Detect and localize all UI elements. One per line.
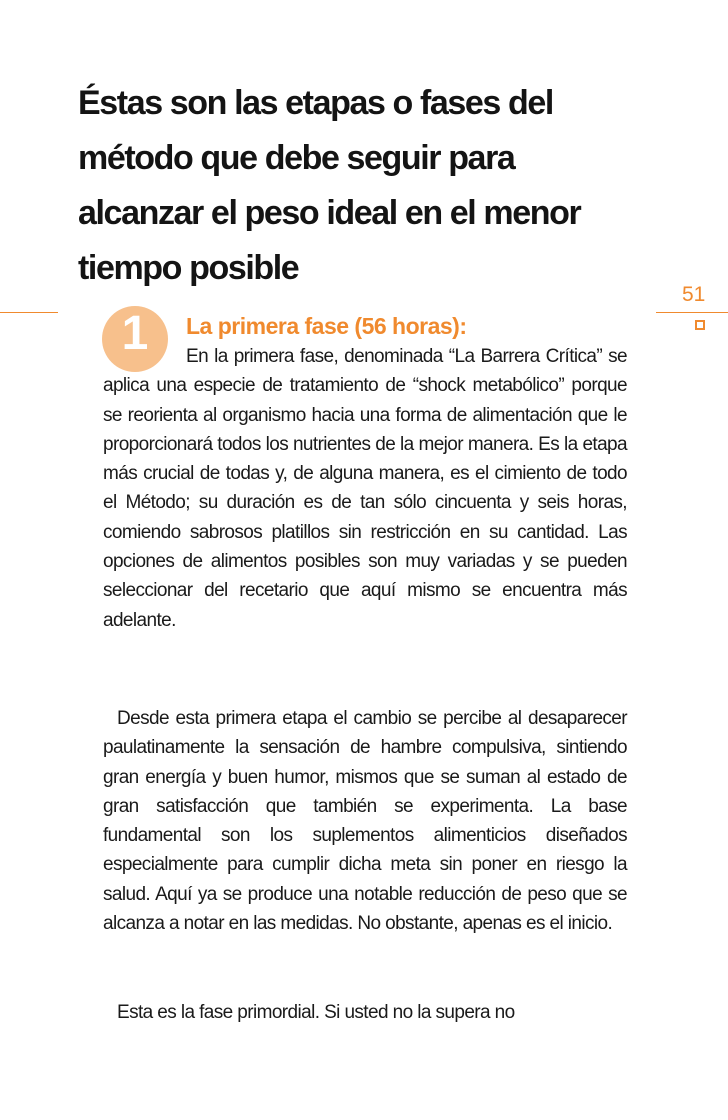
right-divider-line (656, 312, 728, 313)
page-number: 51 (682, 283, 706, 306)
page-title: Éstas son las etapas o fases del método que debe seguir para alcanzar el peso ideal en el menor tiempo posible (78, 84, 581, 287)
step-number: 1 (121, 307, 149, 360)
square-marker-icon (695, 320, 705, 330)
left-divider-line (0, 312, 58, 313)
body-paragraph-2: Desde esta primera etapa el cambio se percibe al desaparecer paulatinamente la sensación de hambre compulsiva, sintiendo gran energía y buen humor, mismos que se suman al estado de gran satisfacción que también se experimenta. La base fundamental son los suplementos alimenticios diseñados especialmente para cumplir dicha meta sin poner en riesgo la salud. Aquí ya se produce una notable reducción de peso que se alcanza a notar en las medidas. No obstante, apenas es el inicio. (103, 708, 627, 935)
section-heading: La primera fase (56 horas): (186, 313, 467, 339)
body-paragraph-3: Esta es la fase primordial. Si usted no la supera no (117, 1002, 515, 1023)
body-paragraph-1: En la primera fase, denominada “La Barrera Crítica” se aplica una especie de tratamiento de “shock metabólico” porque se reorienta al organismo hacia una forma de alimentación que le proporcionará todos los nutrientes de la mejor manera. Es la etapa más crucial de todas y, de alguna manera, es el cimiento de todo el Método; su duración es de tan sólo cincuenta y seis horas, comiendo sabrosos platillos sin restricción en su cantidad. Las opciones de alimentos posibles son muy variadas y se pueden seleccionar del recetario que aquí mismo se encuentra más adelante. (103, 346, 627, 631)
